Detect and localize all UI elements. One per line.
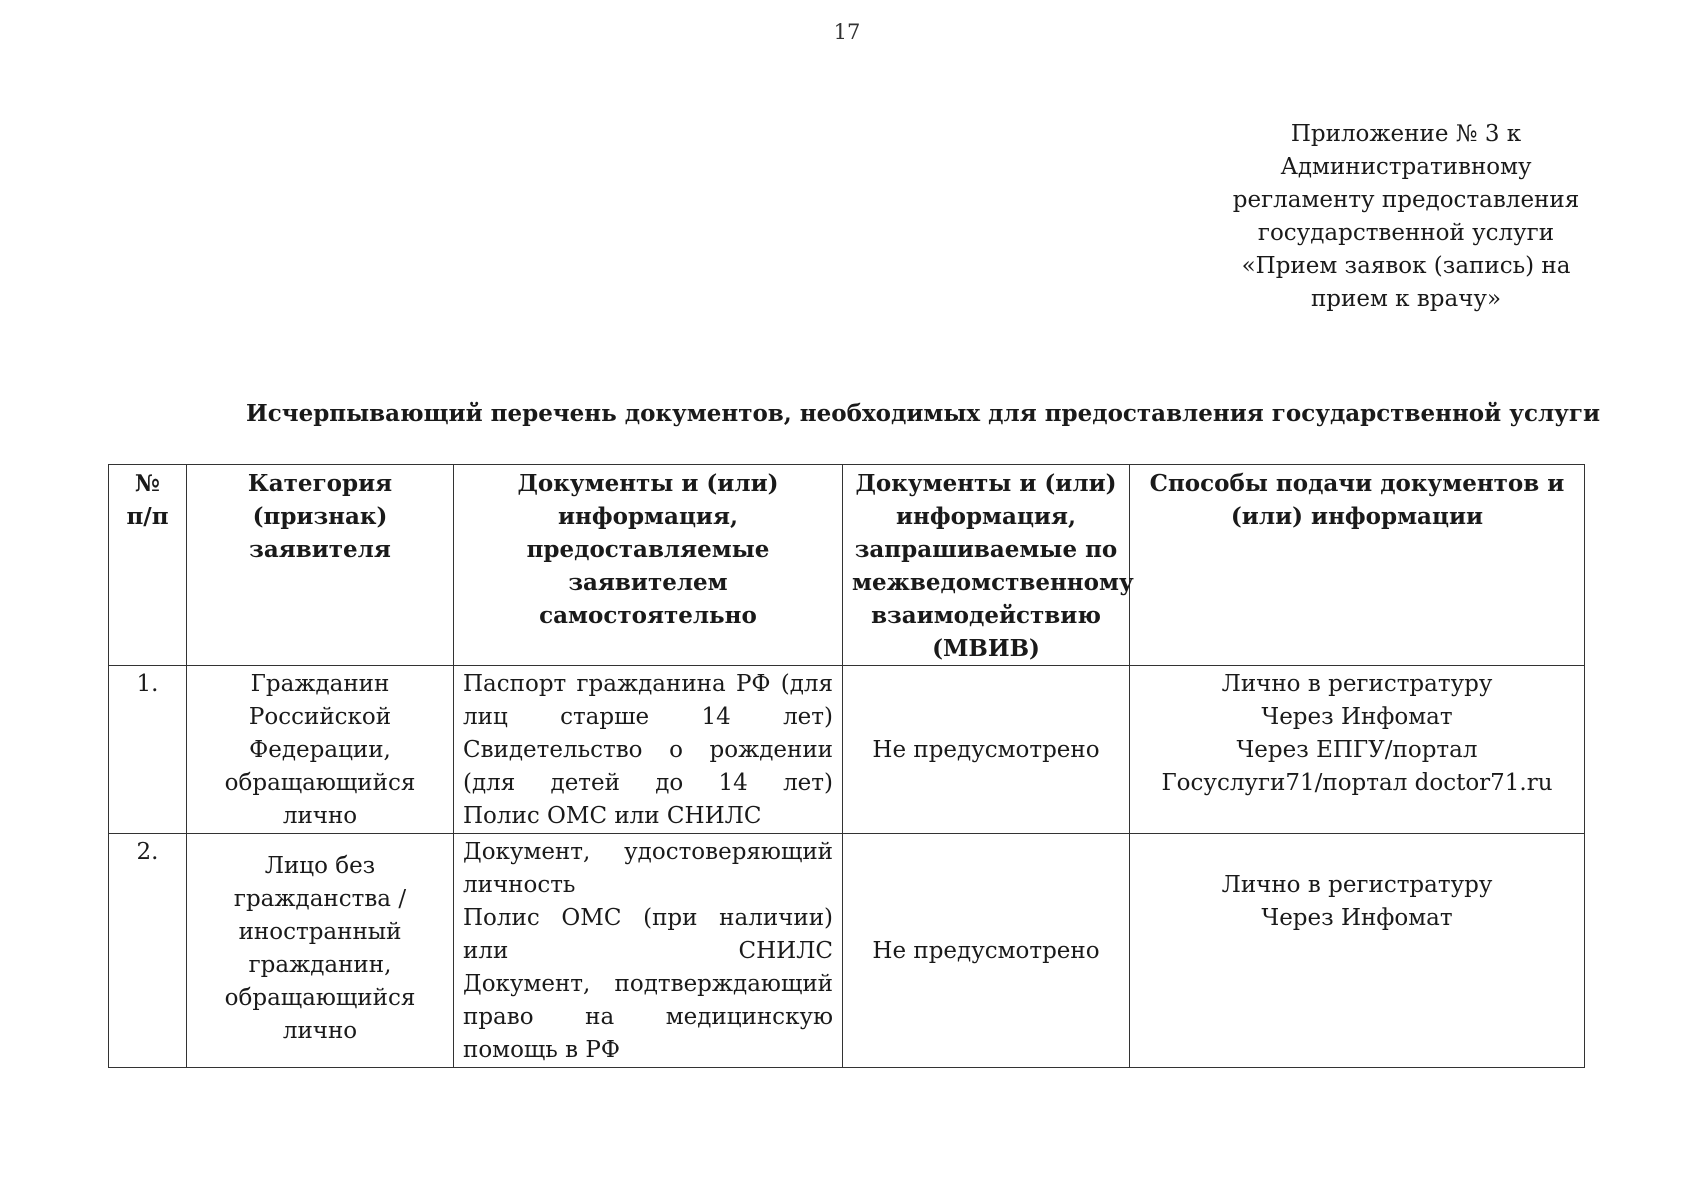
cell-line: Полис ОМС (при наличии)	[463, 905, 833, 931]
cell-line: (для детей до 14 лет)	[463, 770, 833, 796]
document-title: Исчерпывающий перечень документов, необходимых для предоставления государственной услуги	[246, 400, 1601, 427]
applicant-category	[187, 666, 454, 834]
appendix-line: регламенту предоставления	[1232, 187, 1580, 213]
cell-line: Лично в регистратуру	[1221, 872, 1493, 898]
cell-line: лично	[282, 1018, 358, 1044]
table-row	[109, 834, 1585, 1068]
cell-line: Полис ОМС или СНИЛС	[463, 803, 762, 829]
cell-line: Через Инфомат	[1261, 905, 1453, 931]
table-row	[109, 666, 1585, 834]
cell-line: или СНИЛС	[463, 938, 833, 964]
cell-line: Лично в регистратуру	[1221, 671, 1493, 697]
header-ways	[1130, 465, 1585, 666]
header-text: №	[135, 470, 160, 497]
header-category	[187, 465, 454, 666]
appendix-line: государственной услуги	[1257, 220, 1555, 246]
documents-mviv: Не предусмотрено	[843, 666, 1130, 834]
header-text: взаимодействию	[871, 602, 1101, 629]
cell-line: Госуслуги71/портал doctor71.ru	[1161, 770, 1553, 796]
appendix-line: «Прием заявок (запись) на	[1241, 253, 1571, 279]
documents-table	[108, 464, 1585, 1068]
cell-line: обращающийся	[224, 985, 416, 1011]
cell-line: Гражданин	[250, 671, 390, 697]
appendix-note	[1206, 118, 1606, 316]
cell-line: Паспорт гражданина РФ (для	[463, 671, 833, 697]
cell-line: обращающийся	[224, 770, 416, 796]
submission-ways	[1130, 834, 1585, 1068]
header-text: Документы и (или)	[855, 470, 1117, 497]
applicant-category	[187, 834, 454, 1068]
documents-self	[454, 834, 843, 1068]
cell-line: Через Инфомат	[1261, 704, 1453, 730]
cell-line: Документ, удостоверяющий	[463, 839, 833, 865]
cell-line: Свидетельство о рождении	[463, 737, 833, 763]
cell-line: лично	[282, 803, 358, 829]
appendix-line: Приложение № 3 к	[1290, 121, 1522, 147]
header-docs-mviv	[843, 465, 1134, 666]
cell-line: Федерации,	[249, 737, 391, 763]
header-text: (МВИВ)	[932, 635, 1040, 662]
header-text: (признак)	[252, 503, 388, 530]
header-text: предоставляемые	[526, 536, 770, 563]
header-text: заявителя	[249, 536, 391, 563]
header-text: Документы и (или)	[517, 470, 779, 497]
cell-line: гражданства /	[233, 886, 407, 912]
header-text: информация,	[558, 503, 738, 530]
header-text: межведомственному	[852, 569, 1134, 596]
cell-line: помощь в РФ	[463, 1037, 620, 1063]
cell-line: личность	[463, 872, 576, 898]
appendix-line: прием к врачу»	[1310, 286, 1502, 312]
header-text: Категория	[247, 470, 393, 497]
cell-line: право на медицинскую	[463, 1004, 833, 1030]
page-number: 17	[833, 20, 861, 44]
row-number: 2.	[109, 834, 187, 1068]
header-text: Способы подачи документов и	[1149, 470, 1565, 497]
cell-line: Через ЕПГУ/портал	[1236, 737, 1478, 763]
header-number	[109, 465, 187, 666]
submission-ways	[1130, 666, 1585, 834]
cell-line: лиц старше 14 лет)	[463, 704, 833, 730]
table-header-row	[109, 465, 1585, 666]
cell-line: Российской	[248, 704, 392, 730]
cell-line: иностранный	[238, 919, 402, 945]
header-text: запрашиваемые по	[854, 536, 1118, 563]
header-docs-self	[454, 465, 843, 666]
header-text: информация,	[896, 503, 1076, 530]
documents-mviv: Не предусмотрено	[843, 834, 1130, 1068]
cell-line: гражданин,	[248, 952, 392, 978]
appendix-line: Административному	[1280, 154, 1532, 180]
documents-self	[454, 666, 843, 834]
cell-line: Документ, подтверждающий	[463, 971, 833, 997]
cell-line: Лицо без	[264, 853, 376, 879]
row-number: 1.	[109, 666, 187, 834]
header-text: п/п	[126, 503, 169, 530]
header-text: заявителем самостоятельно	[539, 569, 757, 629]
header-text: (или) информации	[1230, 503, 1484, 530]
